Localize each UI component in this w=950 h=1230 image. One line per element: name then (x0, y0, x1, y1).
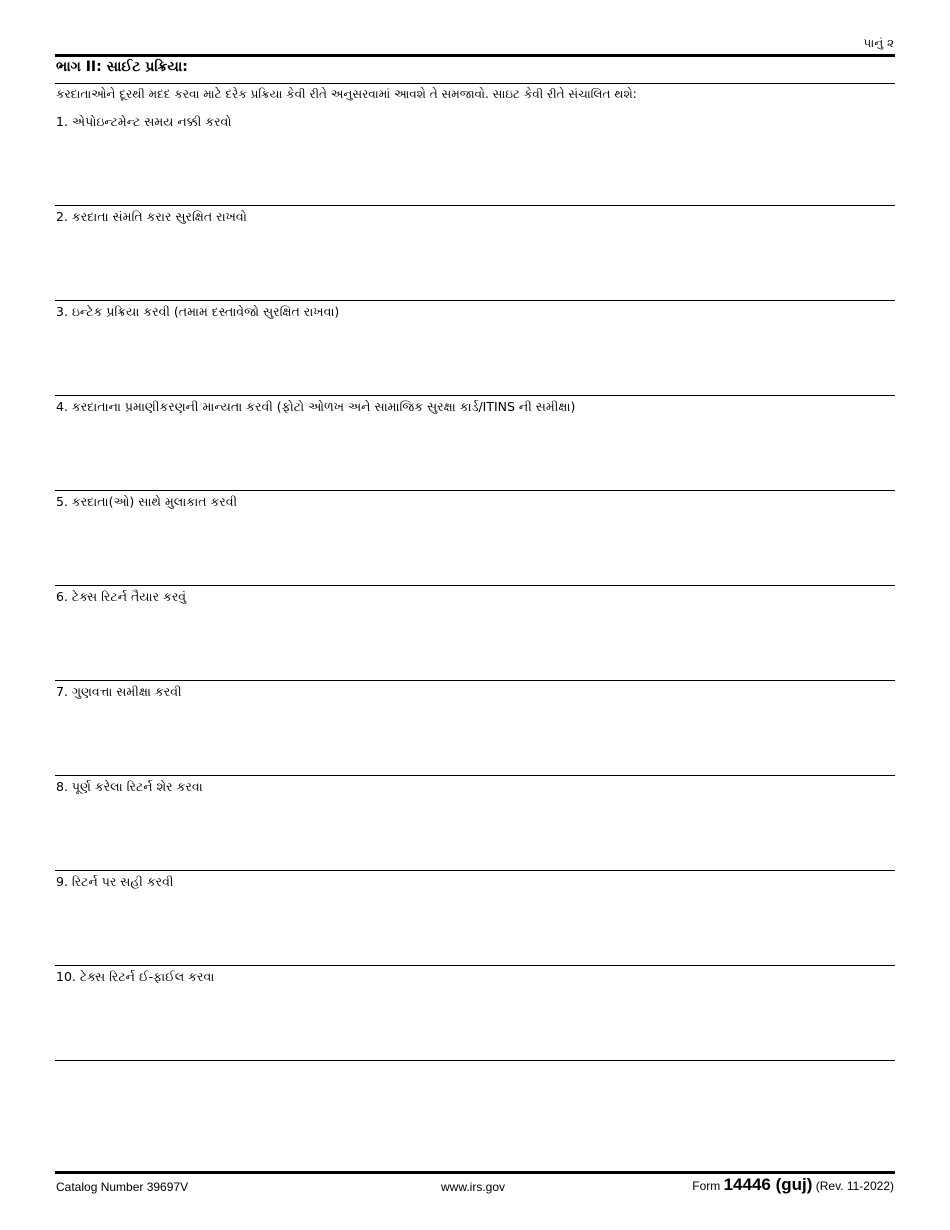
page-number: પાનું ૨ (863, 36, 894, 50)
footer-rule (55, 1171, 895, 1174)
step-label: 4. કરદાતાના પ્રમાણીકરણની માન્યતા કરવી (ફોટો ઓળખ અને સામાજિક સુરક્ષા કાર્ડ/ITINS ની સમીક્ષા) (56, 399, 576, 414)
section-divider (55, 83, 895, 84)
step-item (55, 206, 895, 301)
form-revision: (Rev. 11-2022) (815, 1179, 894, 1193)
step-item (55, 871, 895, 966)
section-title: ભાગ II: સાઈટ પ્રક્રિયા: (56, 59, 188, 75)
step-item (55, 586, 895, 681)
step-label: 2. કરદાતા સંમતિ કરાર સુરક્ષિત રાખવો (56, 209, 247, 224)
form-prefix: Form (692, 1179, 721, 1193)
step-label: 1. એપોઇન્ટમેન્ટ સમય નક્કી કરવો (56, 114, 232, 129)
step-label: 10. ટેક્સ રિટર્ન ઈ-ફાઈલ કરવા (56, 969, 215, 984)
step-item (55, 966, 895, 1061)
step-label: 5. કરદાતા(ઓ) સાથે મુલાકાત કરવી (56, 494, 238, 509)
step-label: 3. ઇન્ટેક પ્રક્રિયા કરવી (તમામ દસ્તાવેજો સુરક્ષિત રાખવા) (56, 304, 340, 319)
step-item (55, 301, 895, 396)
step-item (55, 491, 895, 586)
step-item (55, 776, 895, 871)
step-item (55, 111, 895, 206)
form-number: 14446 (guj) (723, 1175, 813, 1194)
step-label: 6. ટેક્સ રિટર્ન તૈયાર કરવું (56, 589, 187, 604)
step-label: 9. રિટર્ન પર સહી કરવી (56, 874, 174, 889)
section-intro: કરદાતાઓને દૂરથી મદદ કરવા માટે દરેક પ્રક્રિયા કેવી રીતે અનુસરવામાં આવશે તે સમજાવો. સાઇટ કેવી રીતે સંચાલિત થશે: (56, 87, 637, 101)
form-identifier (692, 1175, 894, 1195)
step-item (55, 681, 895, 776)
catalog-number: Catalog Number 39697V (56, 1180, 189, 1194)
step-label: 7. ગુણવત્તા સમીક્ષા કરવી (56, 684, 182, 699)
step-item (55, 396, 895, 491)
steps-list (55, 111, 895, 1061)
top-rule (55, 54, 895, 57)
website-link: www.irs.gov (441, 1180, 506, 1194)
step-label: 8. પૂર્ણ કરેલા રિટર્ન શેર કરવા (56, 779, 203, 794)
